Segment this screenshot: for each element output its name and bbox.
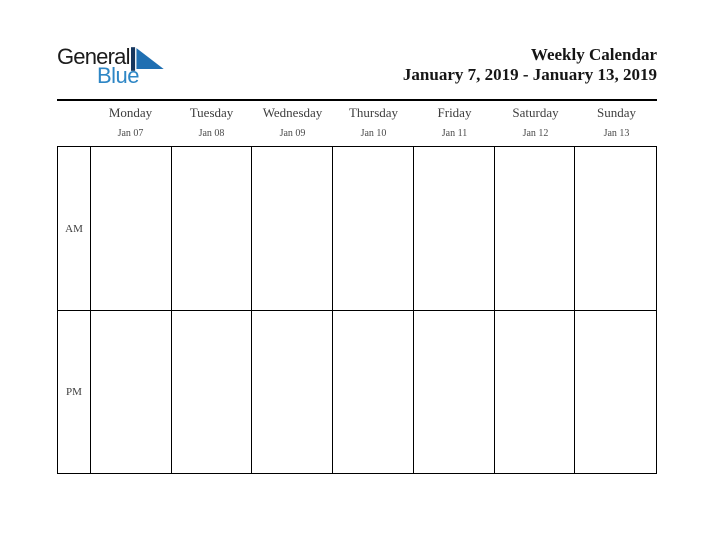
day-name: Saturday — [512, 105, 559, 120]
day-date: Jan 09 — [279, 128, 306, 139]
day-header-thursday — [333, 106, 414, 139]
date-range: January 7, 2019 - January 13, 2019 — [402, 65, 657, 84]
day-date: Jan 08 — [198, 128, 225, 139]
calendar-grid — [57, 146, 657, 474]
day-date: Jan 12 — [522, 128, 549, 139]
cell-pm-friday — [414, 311, 495, 473]
cell-am-wednesday — [252, 147, 333, 311]
day-date: Jan 11 — [441, 128, 468, 139]
cell-pm-sunday — [575, 311, 656, 473]
cell-pm-wednesday — [252, 311, 333, 473]
day-date: Jan 10 — [360, 128, 387, 139]
day-name: Sunday — [597, 105, 636, 120]
header-divider — [57, 99, 657, 101]
cell-am-monday — [91, 147, 172, 311]
day-header-sunday — [576, 106, 657, 139]
day-name: Friday — [437, 105, 472, 120]
cell-pm-monday — [91, 311, 172, 473]
row-label-am: AM — [58, 147, 91, 311]
day-header-tuesday — [171, 106, 252, 139]
cell-pm-saturday — [495, 311, 576, 473]
row-label-pm: PM — [58, 311, 91, 473]
day-date: Jan 07 — [117, 128, 144, 139]
day-name: Wednesday — [262, 105, 323, 120]
cell-am-saturday — [495, 147, 576, 311]
cell-pm-thursday — [333, 311, 414, 473]
cell-am-friday — [414, 147, 495, 311]
cell-am-sunday — [575, 147, 656, 311]
day-name: Thursday — [348, 105, 399, 120]
day-header-saturday — [495, 106, 576, 139]
logo-text-general: General — [57, 44, 130, 69]
day-date: Jan 13 — [603, 128, 630, 139]
day-name: Monday — [108, 105, 153, 120]
cell-am-thursday — [333, 147, 414, 311]
day-header-row — [57, 106, 657, 139]
title-block — [403, 45, 657, 85]
day-header-monday — [90, 106, 171, 139]
day-header-wednesday — [252, 106, 333, 139]
logo-text-blue: Blue — [97, 63, 140, 88]
day-name: Tuesday — [189, 105, 234, 120]
cell-pm-tuesday — [172, 311, 253, 473]
page-title: Weekly Calendar — [530, 45, 657, 64]
general-blue-logo — [57, 44, 167, 87]
day-header-friday — [414, 106, 495, 139]
time-gutter-header — [57, 106, 90, 139]
cell-am-tuesday — [172, 147, 253, 311]
